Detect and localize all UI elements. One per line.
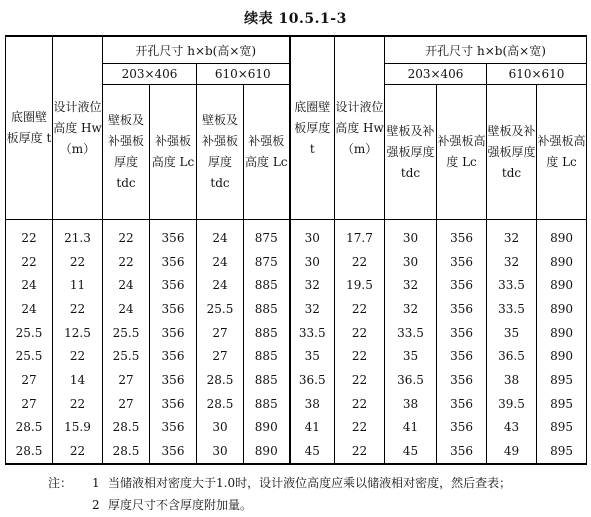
table-cell: 890 [244, 439, 290, 464]
table-cell: 22 [335, 392, 385, 416]
table-cell: 32 [487, 250, 537, 274]
header-plate-thickness: 壁板及补强板厚度 tdc [487, 85, 537, 220]
table-cell: 27 [103, 368, 150, 392]
table-cell: 22 [53, 345, 103, 369]
table-cell: 890 [244, 416, 290, 440]
table-cell: 32 [290, 297, 335, 321]
note-text: 当储液相对密度大于1.0时，设计液位高度应乘以储液相对密度，然后查表； [108, 476, 512, 490]
table-cell: 27 [6, 392, 53, 416]
header-shell-thickness-left: 底圈壁板厚度 t [6, 36, 53, 220]
table-cell: 28.5 [6, 439, 53, 464]
table-cell: 890 [537, 297, 587, 321]
table-cell: 22 [53, 439, 103, 464]
table-cell: 30 [197, 416, 244, 440]
table-cell: 30 [290, 250, 335, 274]
table-cell: 356 [150, 250, 197, 274]
table-cell: 24 [197, 274, 244, 298]
table-cell: 22 [53, 250, 103, 274]
table-cell: 35 [385, 345, 437, 369]
table-cell: 28.5 [197, 392, 244, 416]
table-cell: 21.3 [53, 220, 103, 250]
table-cell: 885 [244, 392, 290, 416]
table-cell: 24 [103, 274, 150, 298]
table-cell: 22 [53, 392, 103, 416]
table-row [6, 297, 587, 321]
header-reinforce-height: 补强板高度 Lc [244, 85, 290, 220]
table-cell: 356 [150, 439, 197, 464]
table-cell: 32 [385, 274, 437, 298]
header-reinforce-height: 补强板高度 Lc [537, 85, 587, 220]
table-cell: 356 [437, 297, 487, 321]
table-cell: 35 [290, 345, 335, 369]
table-row [6, 250, 587, 274]
table-body [6, 220, 587, 465]
table-cell: 22 [335, 250, 385, 274]
table-cell: 28.5 [103, 439, 150, 464]
table-cell: 356 [150, 321, 197, 345]
table-cell: 38 [290, 392, 335, 416]
table-cell: 24 [6, 297, 53, 321]
table-cell: 33.5 [487, 274, 537, 298]
table-cell: 22 [53, 297, 103, 321]
table-cell: 25.5 [6, 321, 53, 345]
table-cell: 356 [150, 220, 197, 250]
header-size-large-right: 610×610 [487, 64, 587, 85]
header-reinforce-height: 补强板高度 Lc [437, 85, 487, 220]
header-shell-thickness-right: 底圈壁板厚度 t [290, 36, 335, 220]
table-cell: 356 [437, 416, 487, 440]
table-cell: 356 [150, 345, 197, 369]
table-cell: 890 [537, 250, 587, 274]
table-cell: 356 [437, 368, 487, 392]
table-cell: 30 [290, 220, 335, 250]
table-cell: 22 [103, 220, 150, 250]
table-cell: 33.5 [290, 321, 335, 345]
table-cell: 32 [487, 220, 537, 250]
table-cell: 22 [103, 250, 150, 274]
table-row [6, 321, 587, 345]
table-cell: 22 [335, 439, 385, 464]
table-cell: 356 [437, 250, 487, 274]
header-design-level-right: 设计液位高度 Hw（m） [335, 36, 385, 220]
note-item [48, 472, 588, 494]
table-row [6, 416, 587, 440]
table-cell: 356 [437, 439, 487, 464]
notes [48, 472, 588, 516]
table-cell: 356 [150, 297, 197, 321]
table-header [6, 36, 587, 220]
table-cell: 43 [487, 416, 537, 440]
header-size-small-right: 203×406 [385, 64, 487, 85]
table-cell: 885 [244, 345, 290, 369]
table-cell: 356 [150, 274, 197, 298]
header-plate-thickness: 壁板及补强板厚度 tdc [385, 85, 437, 220]
table-row [6, 368, 587, 392]
table-cell: 25.5 [6, 345, 53, 369]
table-cell: 885 [244, 368, 290, 392]
table-cell: 890 [537, 220, 587, 250]
table-cell: 24 [103, 297, 150, 321]
table-cell: 11 [53, 274, 103, 298]
header-plate-thickness: 壁板及补强板厚度 tdc [197, 85, 244, 220]
table-cell: 895 [537, 368, 587, 392]
table-cell: 890 [537, 321, 587, 345]
table-cell: 30 [385, 250, 437, 274]
table-cell: 22 [6, 220, 53, 250]
header-size-large-left: 610×610 [197, 64, 290, 85]
table-cell: 15.9 [53, 416, 103, 440]
table-cell: 885 [244, 321, 290, 345]
table-cell: 30 [197, 439, 244, 464]
table-cell: 24 [197, 250, 244, 274]
table-cell: 45 [385, 439, 437, 464]
table-cell: 895 [537, 392, 587, 416]
table-cell: 49 [487, 439, 537, 464]
table-cell: 38 [385, 392, 437, 416]
table-cell: 356 [150, 416, 197, 440]
table-cell: 45 [290, 439, 335, 464]
table-cell: 885 [244, 297, 290, 321]
table-cell: 27 [197, 321, 244, 345]
table-cell: 875 [244, 220, 290, 250]
table-cell: 27 [103, 392, 150, 416]
table-cell: 895 [537, 439, 587, 464]
table-cell: 28.5 [197, 368, 244, 392]
table-row [6, 439, 587, 464]
table-cell: 895 [537, 416, 587, 440]
table-cell: 356 [437, 345, 487, 369]
table-cell: 35 [487, 321, 537, 345]
table-cell: 12.5 [53, 321, 103, 345]
table-cell: 28.5 [103, 416, 150, 440]
table-row [6, 220, 587, 250]
table-cell: 22 [335, 416, 385, 440]
header-size-small-left: 203×406 [103, 64, 197, 85]
table-cell: 25.5 [103, 345, 150, 369]
table-row [6, 392, 587, 416]
notes-lead: 注： [48, 476, 73, 490]
note-text: 厚度尺寸不含厚度附加量。 [108, 498, 253, 512]
table-cell: 356 [150, 392, 197, 416]
table-cell: 30 [385, 220, 437, 250]
table-row [6, 345, 587, 369]
table-cell: 41 [385, 416, 437, 440]
table-cell: 27 [197, 345, 244, 369]
header-design-level-left: 设计液位高度 Hw（m） [53, 36, 103, 220]
table-cell: 890 [537, 274, 587, 298]
note-item [48, 494, 588, 516]
table-cell: 36.5 [290, 368, 335, 392]
table-cell: 890 [537, 345, 587, 369]
table-caption: 续表 10.5.1-3 [244, 11, 347, 27]
table-cell: 25.5 [103, 321, 150, 345]
table-cell: 17.7 [335, 220, 385, 250]
table-cell: 41 [290, 416, 335, 440]
table-cell: 38 [487, 368, 537, 392]
table-cell: 22 [335, 321, 385, 345]
table-cell: 22 [335, 297, 385, 321]
table-cell: 27 [6, 368, 53, 392]
table-cell: 356 [437, 274, 487, 298]
header-plate-thickness: 壁板及补强板厚度 tdc [103, 85, 150, 220]
note-number: 2 [92, 498, 100, 512]
table-cell: 356 [150, 368, 197, 392]
header-reinforce-height: 补强板高度 Lc [150, 85, 197, 220]
table-cell: 39.5 [487, 392, 537, 416]
table-cell: 356 [437, 392, 487, 416]
table-cell: 32 [290, 274, 335, 298]
table-cell: 36.5 [487, 345, 537, 369]
data-table [5, 35, 587, 465]
table-cell: 32 [385, 297, 437, 321]
table-cell: 22 [6, 250, 53, 274]
note-number: 1 [92, 476, 100, 490]
table-cell: 875 [244, 250, 290, 274]
table-cell: 28.5 [6, 416, 53, 440]
table-cell: 33.5 [385, 321, 437, 345]
table-cell: 19.5 [335, 274, 385, 298]
table-cell: 25.5 [197, 297, 244, 321]
header-opening-size-right: 开孔尺寸 h×b(高×宽) [385, 36, 587, 64]
header-opening-size-left: 开孔尺寸 h×b(高×宽) [103, 36, 290, 64]
table-cell: 356 [437, 321, 487, 345]
table-cell: 33.5 [487, 297, 537, 321]
table-cell: 22 [335, 345, 385, 369]
table-cell: 22 [335, 368, 385, 392]
table-cell: 36.5 [385, 368, 437, 392]
table-row [6, 274, 587, 298]
table-cell: 356 [437, 220, 487, 250]
table-cell: 24 [6, 274, 53, 298]
table-cell: 24 [197, 220, 244, 250]
table-cell: 885 [244, 274, 290, 298]
table-cell: 14 [53, 368, 103, 392]
